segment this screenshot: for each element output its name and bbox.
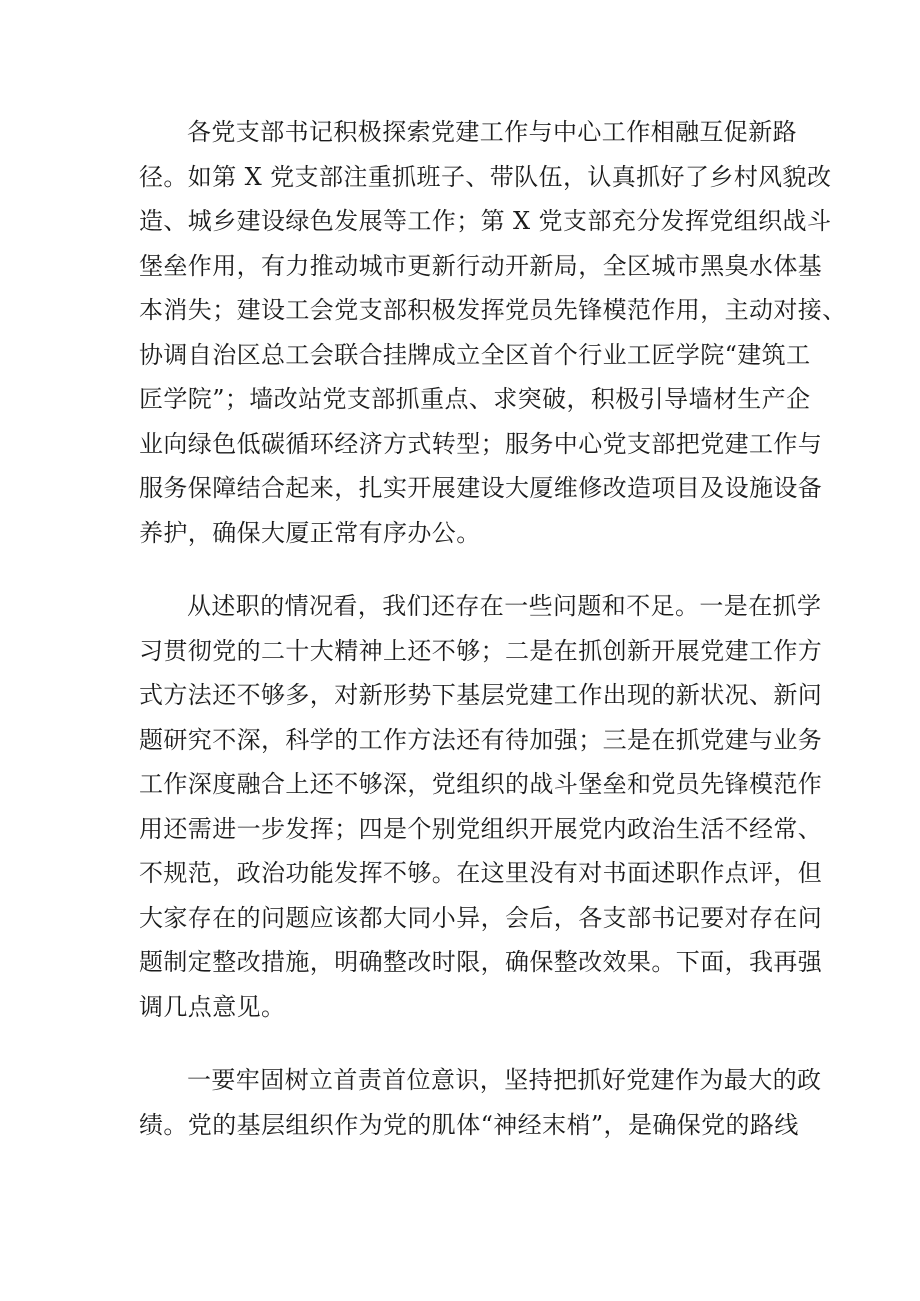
text-line: 不规范，政治功能发挥不够。在这里没有对书面述职作点评，但 <box>139 859 823 887</box>
text-line: 堡垒作用，有力推动城市更新行动开新局，全区城市黑臭水体基 <box>139 251 823 280</box>
text-line: 用还需进一步发挥；四是个别党组织开展党内政治生活不经常、 <box>139 814 823 843</box>
paragraph-first-responsibility <box>139 1058 822 1147</box>
text-line: 从述职的情况看，我们还存在一些问题和不足。一是在抓学 <box>187 592 822 620</box>
text-line: 本消失；建设工会党支部积极发挥党员先锋模范作用，主动对接、 <box>139 296 847 324</box>
text-line: 服务保障结合起来，扎实开展建设大厦维修改造项目及设施设备 <box>139 474 823 502</box>
text-line: 径。如第 X 党支部注重抓班子、带队伍，认真抓好了乡村风貌改 <box>139 162 832 191</box>
paragraph-problems-and-shortcomings <box>139 584 823 1029</box>
text-line: 一要牢固树立首责首位意识，坚持把抓好党建作为最大的政 <box>187 1066 822 1094</box>
text-line: 业向绿色低碳循环经济方式转型；服务中心党支部把党建工作与 <box>139 429 823 458</box>
text-line: 匠学院”；墙改站党支部抓重点、求突破，积极引导墙材生产企 <box>139 385 811 413</box>
text-line: 大家存在的问题应该都大同小异，会后，各支部书记要对存在问 <box>139 903 823 932</box>
text-line: 养护，确保大厦正常有序办公。 <box>139 518 481 547</box>
text-line: 调几点意见。 <box>139 992 286 1021</box>
text-line: 造、城乡建设绿色发展等工作；第 X 党支部充分发挥党组织战斗 <box>139 207 832 235</box>
text-line: 绩。党的基层组织作为党的肌体“神经末梢”，是确保党的路线 <box>139 1110 799 1139</box>
text-line: 协调自治区总工会联合挂牌成立全区首个行业工匠学院“建筑工 <box>139 340 811 369</box>
text-line: 题研究不深，科学的工作方法还有待加强；三是在抓党建与业务 <box>139 725 823 754</box>
text-line: 习贯彻党的二十大精神上还不够；二是在抓创新开展党建工作方 <box>139 636 823 665</box>
text-line: 题制定整改措施，明确整改时限，确保整改效果。下面，我再强 <box>139 948 823 976</box>
paragraph-party-branch-practices <box>139 110 847 555</box>
text-line: 式方法还不够多，对新形势下基层党建工作出现的新状况、新问 <box>139 681 823 709</box>
text-line: 工作深度融合上还不够深，党组织的战斗堡垒和党员先锋模范作 <box>139 770 823 798</box>
text-line: 各党支部书记积极探索党建工作与中心工作相融互促新路 <box>187 118 797 146</box>
